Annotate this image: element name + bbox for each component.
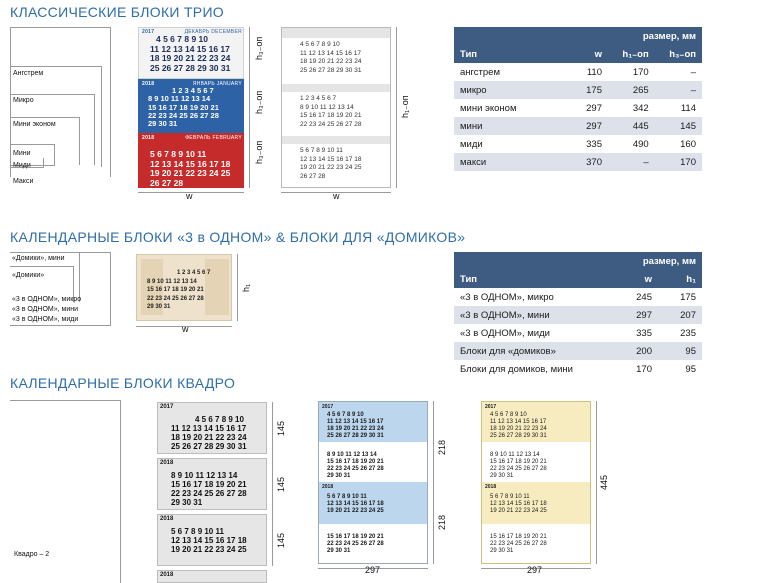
3in1-table-header-top: размер, мм [454, 252, 702, 270]
quadro-blue-grid-4: 15 16 17 18 19 20 21 22 23 24 25 26 27 28 29 30 31 [327, 534, 384, 554]
dim-w-grey: w [333, 191, 340, 201]
dim-w-color: w [186, 191, 193, 201]
quadro-calendar-grey [157, 402, 267, 583]
dim-h1-3in1: h₁ [241, 283, 251, 292]
dim-h3-upper: h₃₋оп [254, 36, 264, 60]
dim-445: 445 [599, 474, 609, 490]
table-row: «3 в ОДНОМ», мини 297 207 [454, 306, 702, 324]
dim-297-blue: 297 [365, 565, 381, 575]
3in1-grid: 1 2 3 4 5 6 7 8 9 10 11 12 13 14 15 16 17 18 19 20 21 22 23 24 25 26 27 28 29 30 31 [147, 270, 211, 311]
diagram-label-maxi: Макси [13, 178, 34, 185]
dim-w-3in1: w [182, 324, 189, 334]
quadro-blue-grid-1: 4 5 6 7 8 9 10 11 12 13 14 15 16 17 18 19 20 21 22 23 24 25 26 27 28 29 30 31 [327, 412, 384, 439]
table-row: «3 в ОДНОМ», миди 335 235 [460, 327, 696, 339]
3in1-calendar [136, 254, 232, 321]
quadro-yellow-year-1: 2017 [485, 404, 497, 410]
quadro-grey-grid-1: 4 5 6 7 8 9 10 11 12 13 14 15 16 17 18 19 20 21 22 23 24 25 26 27 28 29 30 31 [171, 415, 247, 451]
quadro-blue-year-2: 2018 [322, 484, 334, 490]
diagram-label-3in1-mini: «3 в ОДНОМ», мини [12, 306, 79, 313]
diagram-label-angstrem: Ангстрем [13, 70, 44, 77]
classic-table-header-top: размер, мм [454, 27, 702, 45]
diagram-label-mini-econom: Мини эконом [13, 121, 56, 128]
table-row: ангстрем 110 170 – [460, 66, 696, 78]
quadro-grey-grid-3: 5 6 7 8 9 10 11 12 13 14 15 16 17 18 19 20 21 22 23 24 25 [171, 527, 247, 554]
diagram-label-quadro-2: Квадро – 2 [14, 551, 50, 558]
section-title-classic: КЛАССИЧЕСКИЕ БЛОКИ ТРИО [10, 4, 224, 20]
table-row: Блоки для «домиков» 200 95 [454, 342, 702, 360]
quadro-yellow-grid-1: 4 5 6 7 8 9 10 11 12 13 14 15 16 17 18 19 20 21 22 23 24 25 26 27 28 29 30 31 [490, 412, 547, 439]
trio-calendar-grey [281, 27, 391, 188]
table-row: «3 в ОДНОМ», микро 245 175 [460, 291, 696, 303]
dim-218-1: 218 [437, 439, 447, 455]
dim-h3-lower: h₃₋оп [254, 140, 264, 164]
diagram-label-3in1-micro: «3 в ОДНОМ», микро [12, 296, 82, 303]
diagram-label-micro: Микро [13, 97, 34, 104]
quadro-yellow-grid-3: 5 6 7 8 9 10 11 12 13 14 15 16 17 18 19 20 21 22 23 24 25 [490, 494, 547, 514]
trio-dec-rows: 4 5 6 7 8 9 10 11 12 13 14 15 16 17 18 19 20 21 22 23 24 25 26 27 28 29 30 31 [150, 34, 231, 73]
diagram-label-domiki: «Домики» [12, 272, 45, 279]
quadro-yellow-year-2: 2018 [485, 484, 497, 490]
quadro-calendar-blue [318, 401, 428, 564]
table-row: Блоки для домиков, мини 170 95 [460, 363, 696, 375]
grey-trio-grid-3: 5 6 7 8 9 10 11 12 13 14 15 16 17 18 19 20 21 22 23 24 25 26 27 28 [300, 147, 362, 180]
dim-297-yellow: 297 [527, 565, 543, 575]
dim-145-3: 145 [276, 532, 286, 548]
table-row: миди 335 490 160 [460, 138, 696, 150]
quadro-grey-year-3: 2018 [160, 516, 174, 522]
dim-h1-grey: h₁₋оп [400, 95, 410, 118]
quadro-grey-year-1: 2017 [160, 404, 174, 410]
section-title-quadro: КАЛЕНДАРНЫЕ БЛОКИ КВАДРО [10, 375, 236, 391]
diagram-label-mini: Мини [13, 150, 31, 157]
quadro-yellow-grid-4: 15 16 17 18 19 20 21 22 23 24 25 26 27 28 29 30 31 [490, 534, 547, 554]
dim-218-2: 218 [437, 514, 447, 530]
quadro-grey-year-4: 2018 [160, 572, 174, 578]
quadro-blue-grid-2: 8 9 10 11 12 13 14 15 16 17 18 19 20 21 22 23 24 25 26 27 28 29 30 31 [327, 452, 384, 479]
dim-145-2: 145 [276, 476, 286, 492]
table-row: микро 175 265 – [454, 81, 702, 99]
quadro-blue-grid-3: 5 6 7 8 9 10 11 12 13 14 15 16 17 18 19 20 21 22 23 24 25 [327, 494, 384, 514]
trio-month-jan: 2018 ЯНВАРЬ JANUARY 1 2 3 4 5 6 7 8 9 10 11 12 13 14 15 16 17 18 19 20 21 22 23 24 25 26 27 28 29 30 31 [142, 81, 242, 129]
table-row: мини эконом 297 342 114 [460, 102, 696, 114]
dim-h3-middle: h₃₋оп [254, 90, 264, 114]
table-row: макси 370 – 170 [454, 153, 702, 171]
trio-month-feb: 2018 ФЕВРАЛЬ FEBRUARY 5 6 7 8 9 10 11 12 13 14 15 16 17 18 19 20 21 22 23 24 25 26 27 28 [142, 135, 242, 188]
classic-table-header: Тип w h₁₋оп h₃₋оп [454, 45, 702, 63]
quadro-grey-grid-2: 8 9 10 11 12 13 14 15 16 17 18 19 20 21 22 23 24 25 26 27 28 29 30 31 [171, 471, 247, 507]
section-title-3in1: КАЛЕНДАРНЫЕ БЛОКИ «3 в ОДНОМ» & БЛОКИ ДЛЯ «ДОМИКОВ» [10, 229, 466, 245]
diagram-label-domiki-mini: «Домики», мини [12, 255, 65, 262]
quadro-blue-year-1: 2017 [322, 404, 334, 410]
3in1-table-header: Тип w h₁ [454, 270, 702, 288]
diagram-label-midi: Миди [13, 162, 31, 169]
trio-month-dec: 2017 ДЕКАБРЬ DECEMBER 4 5 6 7 8 9 10 11 12 13 14 15 16 17 18 19 20 21 22 23 24 25 26 27 28 29 30 31 [142, 29, 242, 73]
quadro-calendar-yellow [481, 401, 591, 564]
quadro-grey-year-2: 2018 [160, 460, 174, 466]
classic-size-table [454, 27, 702, 171]
table-row: мини 297 445 145 [454, 117, 702, 135]
3in1-size-table [454, 252, 702, 378]
grey-trio-grid-1: 4 5 6 7 8 9 10 11 12 13 14 15 16 17 18 19 20 21 22 23 24 25 26 27 28 29 30 31 [300, 41, 362, 74]
dim-145-1: 145 [276, 420, 286, 436]
trio-calendar-color [138, 27, 244, 188]
diagram-label-3in1-midi: «3 в ОДНОМ», миди [12, 316, 79, 323]
quadro-yellow-grid-2: 8 9 10 11 12 13 14 15 16 17 18 19 20 21 22 23 24 25 26 27 28 29 30 31 [490, 452, 547, 479]
grey-trio-grid-2: 1 2 3 4 5 6 7 8 9 10 11 12 13 14 15 16 17 18 19 20 21 22 23 24 25 26 27 28 [300, 95, 362, 128]
